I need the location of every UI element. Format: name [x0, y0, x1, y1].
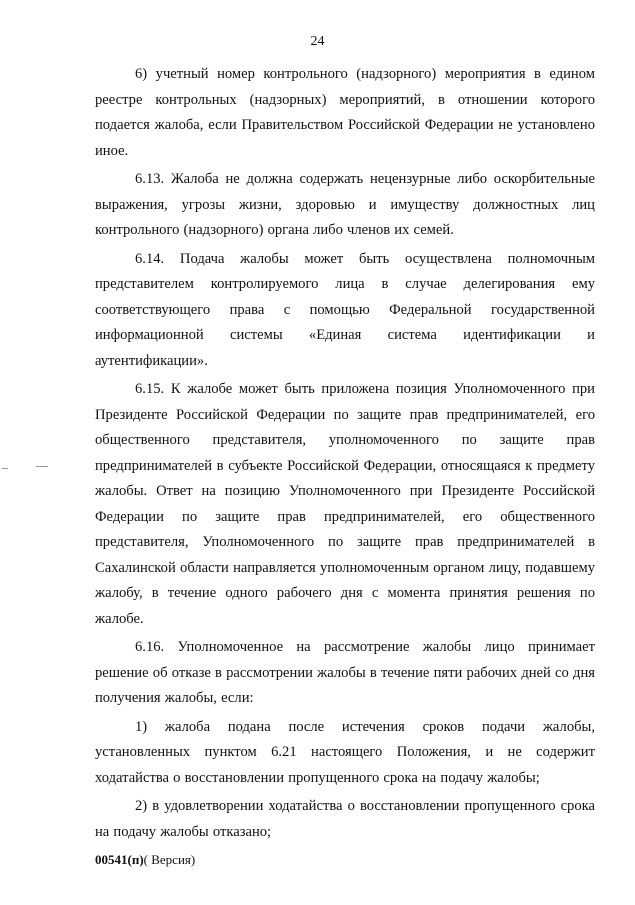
document-body	[95, 62, 595, 848]
footer-code: 00541(п)	[95, 852, 144, 867]
paragraph-6-13: 6.13. Жалоба не должна содержать нецензурные либо оскорбительные выражения, угрозы жизни, здоровью и имуществу должностных лиц контрольного (надзорного) органа либо членов их семей.	[95, 171, 595, 238]
paragraph-6-16-item-2: 2) в удовлетворении ходатайства о восстановлении пропущенного срока на подачу жалобы отказано;	[95, 798, 595, 840]
document-footer	[95, 852, 195, 868]
paragraph-6-16: 6.16. Уполномоченное на рассмотрение жалобы лицо принимает решение об отказе в рассмотрении жалобы в течение пяти рабочих дней со дня получения жалобы, если:	[95, 639, 595, 706]
scan-artifact	[2, 468, 8, 469]
paragraph-6-14: 6.14. Подача жалобы может быть осуществлена полномочным представителем контролируемого лица в случае делегирования ему соответствующего права с помощью Федеральной государственной информационной системы «Единая система идентификации и аутентификации».	[95, 250, 595, 369]
scan-artifact	[36, 466, 48, 467]
paragraph-6-15: 6.15. К жалобе может быть приложена позиция Уполномоченного при Президенте Российской Федерации по защите прав предпринимателей, его общественного представителя, уполномоченного по защите прав предпринимателей в субъекте Российской Федерации, относящаяся к предмету жалобы. Ответ на позицию Уполномоченного при Президенте Российской Федерации по защите прав предпринимателей, его общественного представителя, Уполномоченного по защите прав предпринимателей в Сахалинской области направляется уполномоченным органом лицу, подавшему жалобу, в течение одного рабочего дня с момента принятия решения по жалобе.	[95, 381, 595, 627]
page-number: 24	[310, 34, 325, 49]
paragraph-item-6: 6) учетный номер контрольного (надзорного) мероприятия в едином реестре контрольных (надзорных) мероприятий, в отношении которого подается жалоба, если Правительством Российской Федерации не установлено иное.	[95, 66, 595, 159]
paragraph-6-16-item-1: 1) жалоба подана после истечения сроков подачи жалобы, установленных пунктом 6.21 настоящего Положения, и не содержит ходатайства о восстановлении пропущенного срока на подачу жалобы;	[95, 718, 595, 786]
footer-version: ( Версия)	[143, 852, 196, 867]
